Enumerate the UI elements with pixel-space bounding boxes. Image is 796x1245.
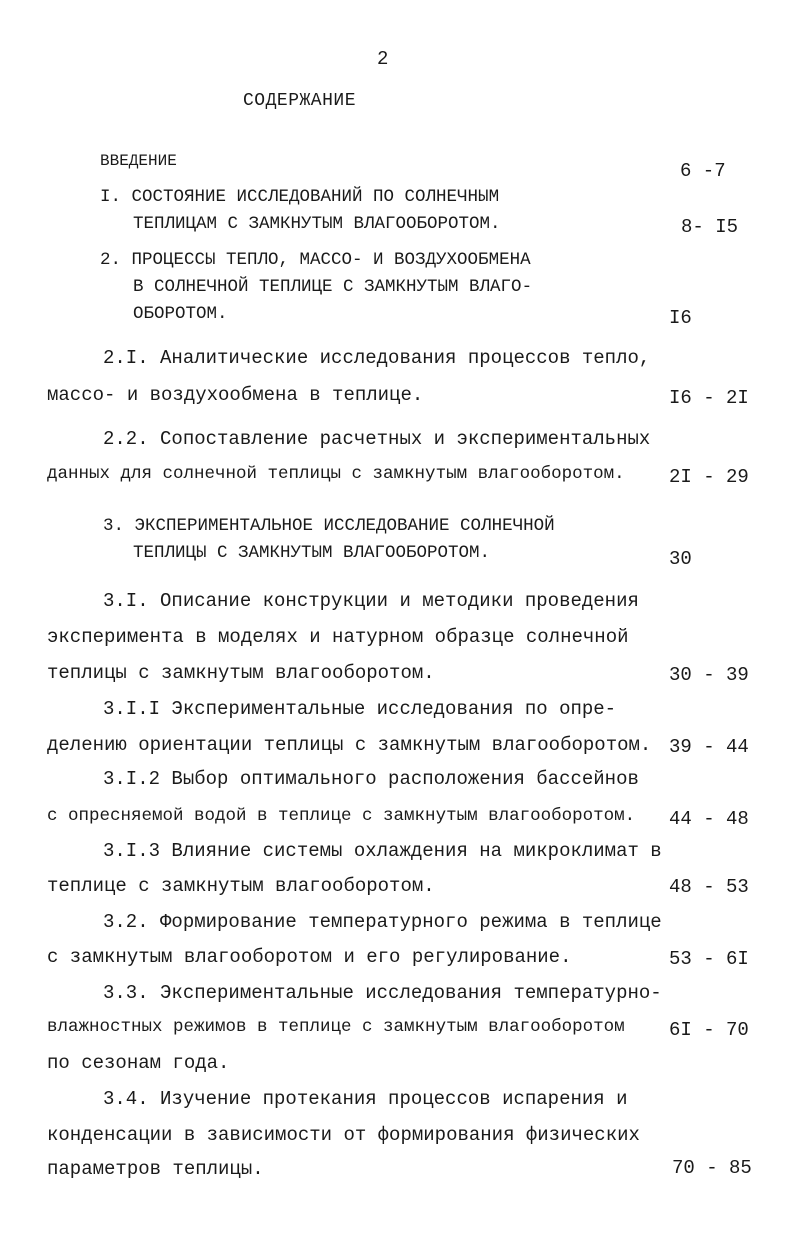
toc-line: с опресняемой водой в теплице с замкнутым влагооборотом. bbox=[47, 806, 636, 826]
toc-page-range: 70 - 85 bbox=[672, 1157, 752, 1179]
toc-page-range: 8- I5 bbox=[681, 216, 739, 238]
page-number: 2 bbox=[377, 48, 389, 70]
toc-line: эксперимента в моделях и натурном образце солнечной bbox=[47, 626, 629, 648]
toc-line: 2.2. Сопоставление расчетных и экспериментальных bbox=[103, 428, 651, 450]
toc-line: В СОЛНЕЧНОЙ ТЕПЛИЦЕ С ЗАМКНУТЫМ ВЛАГО- bbox=[133, 277, 533, 297]
toc-line: ОБОРОТОМ. bbox=[133, 304, 228, 324]
toc-line: ТЕПЛИЦАМ С ЗАМКНУТЫМ ВЛАГООБОРОТОМ. bbox=[133, 214, 501, 234]
toc-page-range: I6 bbox=[669, 307, 692, 329]
toc-line: теплице с замкнутым влагооборотом. bbox=[47, 875, 435, 897]
toc-line: влажностных режимов в теплице с замкнутым влагооборотом bbox=[47, 1017, 625, 1037]
toc-line: 3. ЭКСПЕРИМЕНТАЛЬНОЕ ИССЛЕДОВАНИЕ СОЛНЕЧНОЙ bbox=[103, 516, 555, 536]
toc-line: ВВЕДЕНИЕ bbox=[100, 152, 177, 170]
toc-title: СОДЕРЖАНИЕ bbox=[243, 91, 357, 111]
toc-line: 3.I.3 Влияние системы охлаждения на микроклимат в bbox=[103, 840, 662, 862]
toc-line: делению ориентации теплицы с замкнутым влагооборотом. bbox=[47, 734, 652, 756]
toc-page-range: 30 - 39 bbox=[669, 664, 749, 686]
toc-line: 3.I.2 Выбор оптимального расположения бассейнов bbox=[103, 768, 639, 790]
toc-page-range: 39 - 44 bbox=[669, 736, 749, 758]
toc-line: 2. ПРОЦЕССЫ ТЕПЛО, МАССО- И ВОЗДУХООБМЕНА bbox=[100, 250, 531, 270]
toc-line: 3.I.I Экспериментальные исследования по опре- bbox=[103, 698, 617, 720]
toc-line: данных для солнечной теплицы с замкнутым влагооборотом. bbox=[47, 464, 625, 484]
toc-line: I. СОСТОЯНИЕ ИССЛЕДОВАНИЙ ПО СОЛНЕЧНЫМ bbox=[100, 187, 500, 207]
toc-line: 3.2. Формирование температурного режима в теплице bbox=[103, 911, 662, 933]
toc-line: 3.3. Экспериментальные исследования температурно- bbox=[103, 982, 662, 1004]
toc-line: параметров теплицы. bbox=[47, 1158, 264, 1180]
toc-page-range: 53 - 6I bbox=[669, 948, 749, 970]
toc-line: ТЕПЛИЦЫ С ЗАМКНУТЫМ ВЛАГООБОРОТОМ. bbox=[133, 543, 491, 563]
toc-page-range: 44 - 48 bbox=[669, 808, 749, 830]
toc-line: конденсации в зависимости от формирования физических bbox=[47, 1124, 640, 1146]
toc-line: с замкнутым влагооборотом и его регулирование. bbox=[47, 946, 572, 968]
toc-page-range: 48 - 53 bbox=[669, 876, 749, 898]
toc-page-range: 30 bbox=[669, 548, 692, 570]
toc-line: теплицы с замкнутым влагооборотом. bbox=[47, 662, 435, 684]
toc-line: 2.I. Аналитические исследования процессов тепло, bbox=[103, 347, 651, 369]
toc-line: по сезонам года. bbox=[47, 1052, 230, 1074]
toc-page-range: 2I - 29 bbox=[669, 466, 749, 488]
toc-line: 3.I. Описание конструкции и методики проведения bbox=[103, 590, 639, 612]
toc-page-range: I6 - 2I bbox=[669, 387, 749, 409]
toc-line: массо- и воздухообмена в теплице. bbox=[47, 384, 424, 406]
toc-page-range: 6I - 70 bbox=[669, 1019, 749, 1041]
toc-line: 3.4. Изучение протекания процессов испарения и bbox=[103, 1088, 628, 1110]
toc-page-range: 6 -7 bbox=[680, 160, 726, 182]
